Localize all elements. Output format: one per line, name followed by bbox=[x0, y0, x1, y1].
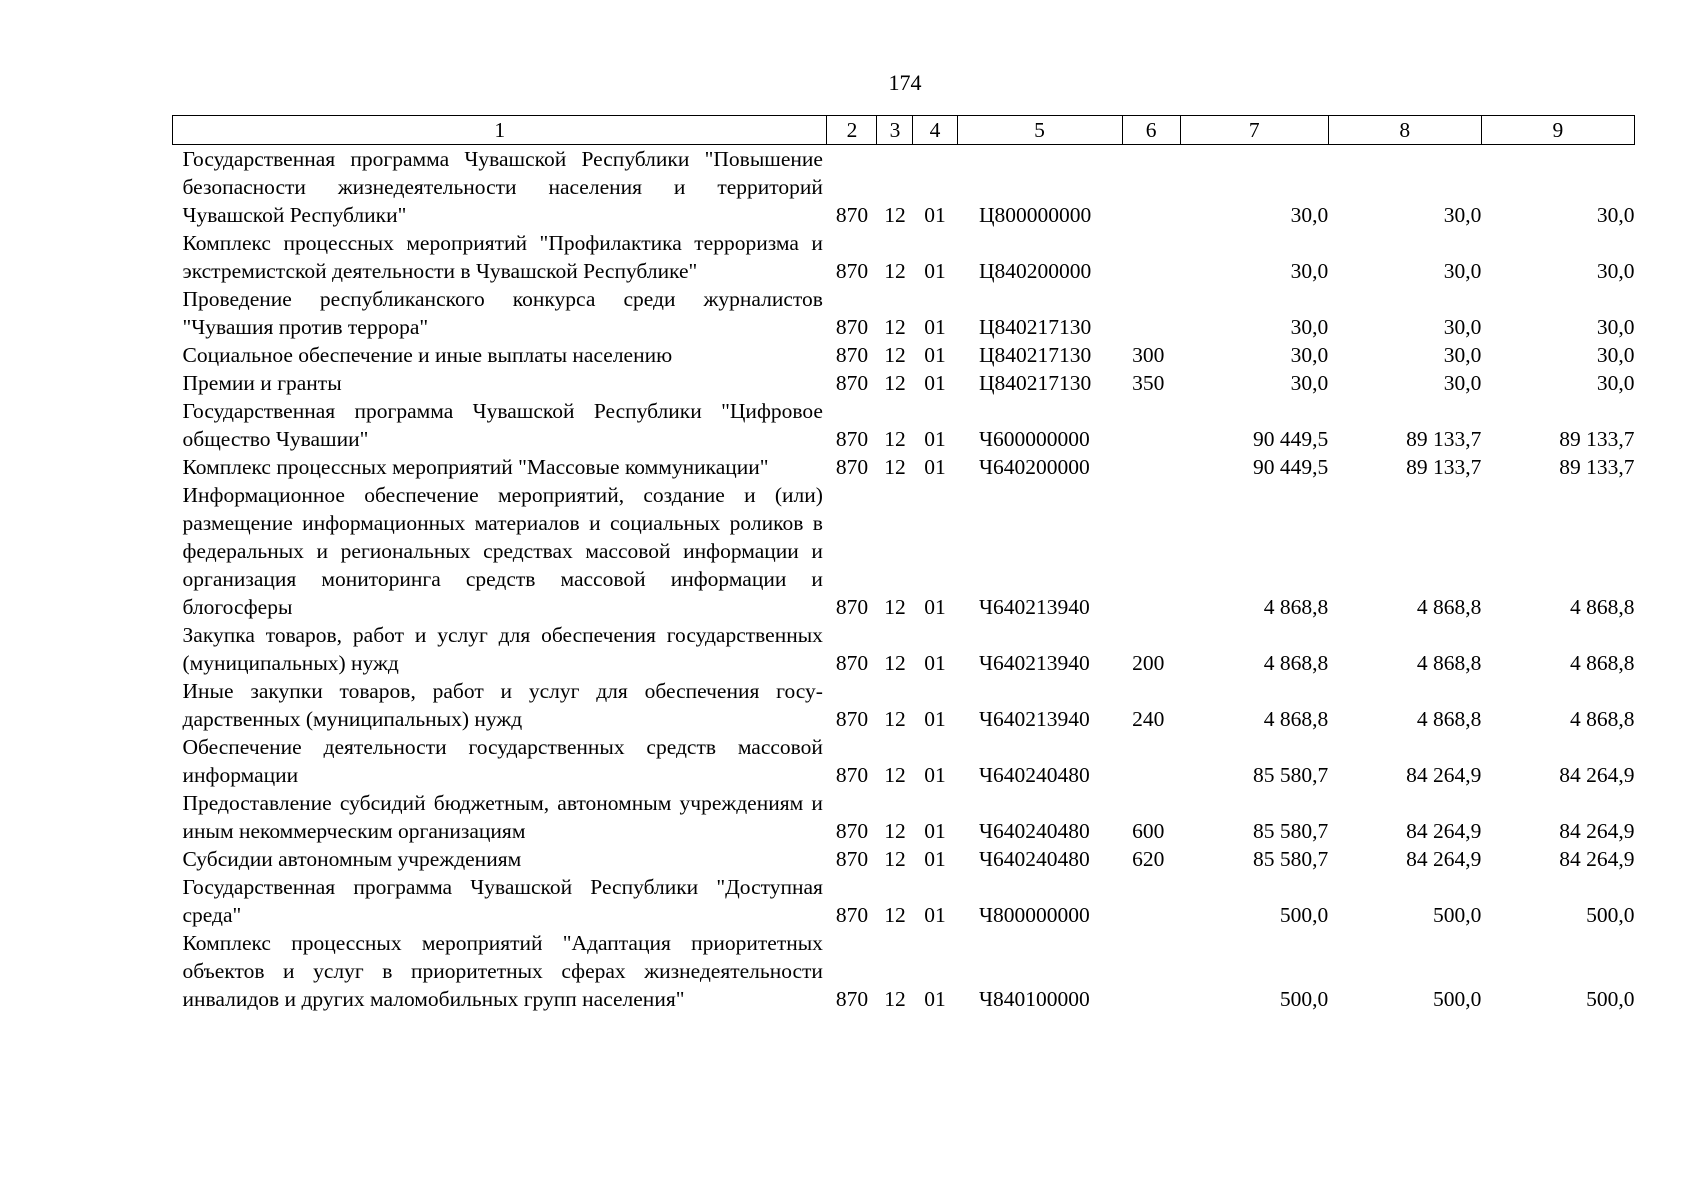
row-name: Иные закупки товаров, работ и услуг для обеспечения государственных (муниципальных) нужд bbox=[182, 679, 823, 731]
cell-amount-1: 30,0 bbox=[1290, 343, 1329, 367]
row-name: Субсидии автономным учреждениям bbox=[182, 847, 522, 871]
cell-chapter: 870 bbox=[835, 203, 869, 227]
cell-target-article: Ч640240480 bbox=[979, 763, 1090, 787]
cell-subsection: 01 bbox=[924, 903, 946, 927]
cell-section: 12 bbox=[884, 259, 906, 283]
table-row bbox=[173, 789, 1635, 845]
cell-amount-2: 89 133,7 bbox=[1406, 427, 1482, 451]
page-number: 174 bbox=[888, 70, 922, 95]
cell-target-article: Ц840217130 bbox=[979, 343, 1092, 367]
cell-target-article: Ц840217130 bbox=[979, 315, 1092, 339]
cell-subsection: 01 bbox=[924, 343, 946, 367]
cell-amount-2: 30,0 bbox=[1443, 259, 1482, 283]
header-col-5: 5 bbox=[957, 116, 1122, 145]
cell-chapter: 870 bbox=[835, 371, 869, 395]
cell-subsection: 01 bbox=[924, 371, 946, 395]
cell-amount-1: 85 580,7 bbox=[1252, 847, 1329, 871]
cell-expense-type bbox=[1122, 397, 1180, 453]
row-name: Предоставление субсидий бюджетным, автономным учреждениям и иным некоммерческим организациям bbox=[182, 791, 823, 843]
table-row bbox=[173, 229, 1635, 285]
table-row bbox=[173, 481, 1635, 621]
cell-amount-2: 30,0 bbox=[1443, 203, 1482, 227]
cell-amount-1: 500,0 bbox=[1279, 903, 1329, 927]
cell-section: 12 bbox=[884, 371, 906, 395]
cell-subsection: 01 bbox=[924, 651, 946, 675]
cell-target-article: Ч640240480 bbox=[979, 819, 1090, 843]
cell-section: 12 bbox=[884, 427, 906, 451]
cell-expense-type bbox=[1122, 873, 1180, 929]
header-col-4: 4 bbox=[913, 116, 957, 145]
cell-expense-type bbox=[1122, 285, 1180, 341]
cell-amount-2: 89 133,7 bbox=[1406, 455, 1482, 479]
cell-amount-3: 30,0 bbox=[1596, 371, 1635, 395]
cell-amount-2: 30,0 bbox=[1443, 343, 1482, 367]
cell-amount-1: 30,0 bbox=[1290, 371, 1329, 395]
cell-section: 12 bbox=[884, 903, 906, 927]
cell-section: 12 bbox=[884, 595, 906, 619]
header-col-3: 3 bbox=[877, 116, 913, 145]
cell-expense-type bbox=[1122, 145, 1180, 230]
cell-target-article: Ч840100000 bbox=[979, 987, 1090, 1011]
cell-chapter: 870 bbox=[835, 259, 869, 283]
cell-amount-2: 30,0 bbox=[1443, 371, 1482, 395]
table-row bbox=[173, 145, 1635, 230]
cell-subsection: 01 bbox=[924, 595, 946, 619]
cell-amount-1: 4 868,8 bbox=[1263, 707, 1329, 731]
cell-amount-3: 30,0 bbox=[1596, 259, 1635, 283]
cell-amount-3: 30,0 bbox=[1596, 343, 1635, 367]
cell-amount-3: 84 264,9 bbox=[1559, 763, 1635, 787]
cell-section: 12 bbox=[884, 763, 906, 787]
table-row bbox=[173, 845, 1635, 873]
header-col-1: 1 bbox=[173, 116, 827, 145]
cell-target-article: Ч640213940 bbox=[979, 595, 1090, 619]
table-row bbox=[173, 285, 1635, 341]
cell-target-article: Ч640200000 bbox=[979, 455, 1090, 479]
cell-expense-type: 240 bbox=[1132, 707, 1165, 731]
table-row bbox=[173, 733, 1635, 789]
cell-section: 12 bbox=[884, 987, 906, 1011]
cell-chapter: 870 bbox=[835, 987, 869, 1011]
cell-expense-type: 300 bbox=[1132, 343, 1165, 367]
cell-section: 12 bbox=[884, 315, 906, 339]
cell-amount-3: 89 133,7 bbox=[1559, 455, 1635, 479]
row-name: Информационное обеспечение мероприятий, создание и (или) размещение информационных материалов и социальных роликов в федеральных и региональных средствах массовой информации и организация мониторинга средств массовой информации и блогосферы bbox=[182, 483, 823, 619]
table-row bbox=[173, 621, 1635, 677]
cell-amount-2: 4 868,8 bbox=[1416, 707, 1482, 731]
cell-subsection: 01 bbox=[924, 819, 946, 843]
cell-amount-3: 84 264,9 bbox=[1559, 847, 1635, 871]
cell-amount-3: 30,0 bbox=[1596, 203, 1635, 227]
cell-amount-1: 30,0 bbox=[1290, 203, 1329, 227]
cell-amount-2: 30,0 bbox=[1443, 315, 1482, 339]
cell-chapter: 870 bbox=[835, 819, 869, 843]
row-name: Социальное обеспечение и иные выплаты населению bbox=[182, 343, 673, 367]
table-row bbox=[173, 677, 1635, 733]
cell-section: 12 bbox=[884, 707, 906, 731]
cell-target-article: Ч640213940 bbox=[979, 651, 1090, 675]
cell-expense-type bbox=[1122, 229, 1180, 285]
cell-chapter: 870 bbox=[835, 595, 869, 619]
table-row bbox=[173, 873, 1635, 929]
cell-chapter: 870 bbox=[835, 343, 869, 367]
header-col-8: 8 bbox=[1328, 116, 1481, 145]
cell-expense-type: 200 bbox=[1132, 651, 1165, 675]
cell-amount-2: 500,0 bbox=[1432, 903, 1482, 927]
row-name: Государственная программа Чувашской Республики "Цифровое общество Чувашии" bbox=[182, 399, 823, 451]
cell-subsection: 01 bbox=[924, 987, 946, 1011]
cell-subsection: 01 bbox=[924, 455, 946, 479]
cell-amount-2: 84 264,9 bbox=[1406, 763, 1482, 787]
table-row bbox=[173, 929, 1635, 1013]
table-row bbox=[173, 453, 1635, 481]
table-header bbox=[173, 116, 1635, 145]
cell-target-article: Ч800000000 bbox=[979, 903, 1090, 927]
cell-amount-3: 4 868,8 bbox=[1570, 651, 1635, 675]
cell-amount-3: 4 868,8 bbox=[1570, 707, 1635, 731]
cell-target-article: Ц840217130 bbox=[979, 371, 1092, 395]
cell-amount-1: 30,0 bbox=[1290, 259, 1329, 283]
cell-expense-type: 350 bbox=[1132, 371, 1165, 395]
cell-subsection: 01 bbox=[924, 427, 946, 451]
cell-section: 12 bbox=[884, 819, 906, 843]
cell-target-article: Ч600000000 bbox=[979, 427, 1090, 451]
cell-amount-3: 500,0 bbox=[1586, 903, 1635, 927]
cell-section: 12 bbox=[884, 343, 906, 367]
cell-amount-3: 500,0 bbox=[1586, 987, 1635, 1011]
cell-expense-type: 600 bbox=[1132, 819, 1165, 843]
cell-amount-2: 84 264,9 bbox=[1406, 847, 1482, 871]
row-name: Проведение республиканского конкурса среди журналистов "Чувашия против террора" bbox=[182, 287, 823, 339]
cell-expense-type bbox=[1122, 481, 1180, 621]
row-name: Закупка товаров, работ и услуг для обеспечения государственных (муниципальных) нужд bbox=[182, 623, 823, 675]
table-body bbox=[173, 145, 1635, 1014]
cell-section: 12 bbox=[884, 847, 906, 871]
cell-amount-2: 4 868,8 bbox=[1416, 595, 1482, 619]
cell-expense-type: 620 bbox=[1132, 847, 1165, 871]
budget-table bbox=[172, 115, 1635, 1013]
cell-target-article: Ч640240480 bbox=[979, 847, 1090, 871]
row-name: Премии и гранты bbox=[182, 371, 342, 395]
header-col-9: 9 bbox=[1481, 116, 1634, 145]
cell-subsection: 01 bbox=[924, 763, 946, 787]
row-name: Комплекс процессных мероприятий "Массовые коммуникации" bbox=[182, 455, 769, 479]
row-name: Государственная программа Чувашской Республики "Повышение безопасности жизнедеятельности населения и территорий Чувашской Республики" bbox=[182, 147, 823, 227]
cell-amount-1: 90 449,5 bbox=[1252, 427, 1329, 451]
cell-target-article: Ч640213940 bbox=[979, 707, 1090, 731]
header-col-7: 7 bbox=[1180, 116, 1328, 145]
cell-section: 12 bbox=[884, 651, 906, 675]
header-col-2: 2 bbox=[827, 116, 877, 145]
cell-chapter: 870 bbox=[835, 315, 869, 339]
row-name: Комплекс процессных мероприятий "Адаптация приоритетных объектов и услуг в приоритетных сферах жизнедеятельности инвалидов и других маломобильных групп населения" bbox=[182, 931, 823, 1011]
cell-subsection: 01 bbox=[924, 259, 946, 283]
cell-amount-1: 85 580,7 bbox=[1252, 819, 1329, 843]
cell-expense-type bbox=[1122, 733, 1180, 789]
header-col-6: 6 bbox=[1122, 116, 1180, 145]
table-row bbox=[173, 397, 1635, 453]
cell-subsection: 01 bbox=[924, 203, 946, 227]
cell-amount-1: 85 580,7 bbox=[1252, 763, 1329, 787]
cell-amount-2: 500,0 bbox=[1432, 987, 1482, 1011]
cell-section: 12 bbox=[884, 455, 906, 479]
cell-amount-1: 90 449,5 bbox=[1252, 455, 1329, 479]
cell-section: 12 bbox=[884, 203, 906, 227]
cell-target-article: Ц840200000 bbox=[979, 259, 1092, 283]
cell-amount-2: 84 264,9 bbox=[1406, 819, 1482, 843]
cell-amount-1: 4 868,8 bbox=[1263, 595, 1329, 619]
cell-subsection: 01 bbox=[924, 707, 946, 731]
row-name: Обеспечение деятельности государственных средств массовой информации bbox=[182, 735, 823, 787]
cell-amount-1: 500,0 bbox=[1279, 987, 1329, 1011]
cell-chapter: 870 bbox=[835, 903, 869, 927]
cell-subsection: 01 bbox=[924, 847, 946, 871]
cell-subsection: 01 bbox=[924, 315, 946, 339]
cell-amount-3: 89 133,7 bbox=[1559, 427, 1635, 451]
cell-amount-3: 84 264,9 bbox=[1559, 819, 1635, 843]
cell-amount-1: 4 868,8 bbox=[1263, 651, 1329, 675]
cell-chapter: 870 bbox=[835, 651, 869, 675]
cell-chapter: 870 bbox=[835, 455, 869, 479]
cell-amount-2: 4 868,8 bbox=[1416, 651, 1482, 675]
cell-amount-3: 4 868,8 bbox=[1570, 595, 1635, 619]
table-row bbox=[173, 341, 1635, 369]
cell-amount-1: 30,0 bbox=[1290, 315, 1329, 339]
table-row bbox=[173, 369, 1635, 397]
cell-target-article: Ц800000000 bbox=[979, 203, 1092, 227]
cell-chapter: 870 bbox=[835, 847, 869, 871]
cell-chapter: 870 bbox=[835, 763, 869, 787]
row-name: Государственная программа Чувашской Республики "Доступная среда" bbox=[182, 875, 823, 927]
cell-amount-3: 30,0 bbox=[1596, 315, 1635, 339]
row-name: Комплекс процессных мероприятий "Профилактика терроризма и экстремистской деятельности в Чувашской Республике" bbox=[182, 231, 823, 283]
cell-chapter: 870 bbox=[835, 427, 869, 451]
cell-expense-type bbox=[1122, 453, 1180, 481]
cell-expense-type bbox=[1122, 929, 1180, 1013]
cell-chapter: 870 bbox=[835, 707, 869, 731]
header-row bbox=[173, 116, 1635, 145]
